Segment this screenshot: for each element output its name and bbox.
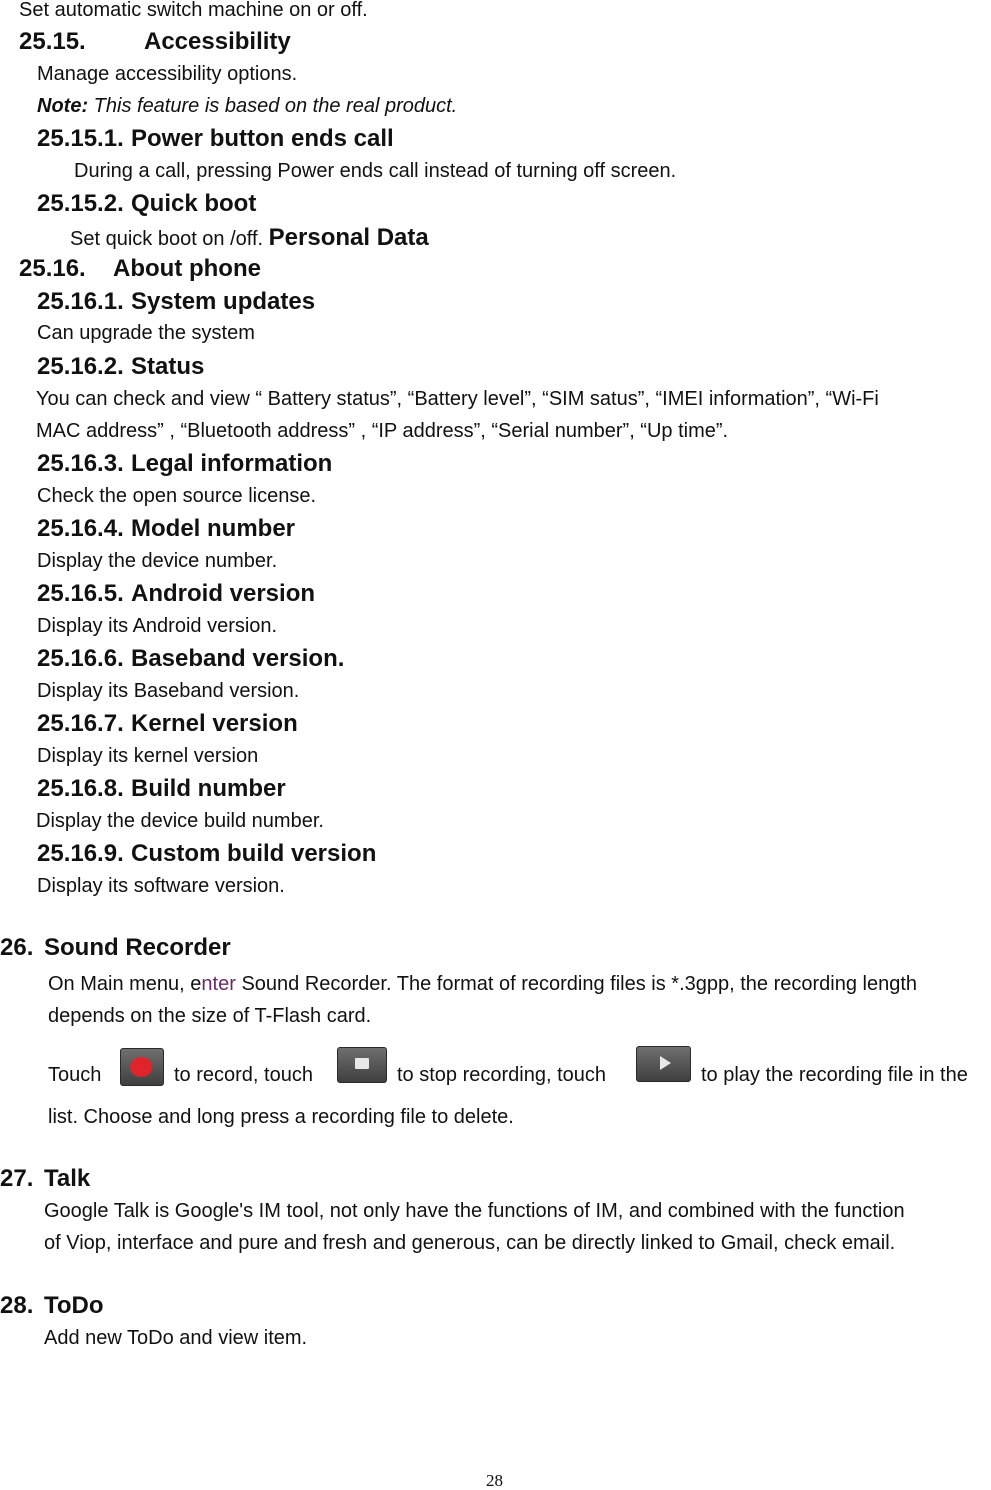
heading-title: Talk — [44, 1165, 91, 1192]
talk-line-2: of Viop, interface and pure and fresh and generous, can be directly linked to Gmail, check email. — [44, 1232, 896, 1254]
heading-27 — [0, 1167, 90, 1191]
touch-text-2: to record, touch — [174, 1064, 313, 1086]
recorder-text-c: Sound Recorder. The format of recording files is *.3gpp, the recording length — [235, 973, 918, 995]
heading-25-16-1 — [37, 290, 315, 314]
heading-title: Android version — [131, 580, 316, 607]
play-triangle — [660, 1056, 671, 1070]
recorder-text-b: nter — [201, 973, 236, 995]
heading-25-16-7 — [37, 712, 298, 736]
heading-25-15 — [19, 30, 291, 54]
model-line: Display the device number. — [37, 550, 278, 572]
heading-25-16-6 — [37, 647, 344, 671]
heading-title: ToDo — [44, 1292, 104, 1319]
heading-title: Kernel version — [131, 710, 298, 737]
stop-square — [355, 1058, 369, 1069]
record-icon — [120, 1048, 164, 1086]
heading-number: 27. — [0, 1165, 34, 1192]
heading-title: Power button ends call — [131, 125, 394, 152]
recorder-line-1 — [48, 974, 917, 994]
kernel-line: Display its kernel version — [37, 745, 259, 767]
status-line-2: MAC address” , “Bluetooth address” , “IP address”, “Serial number”, “Up time”. — [36, 420, 729, 442]
heading-number: 25.16.3. — [37, 450, 124, 477]
note-label: Note: — [37, 95, 89, 117]
heading-number: 26. — [0, 934, 34, 961]
todo-line: Add new ToDo and view item. — [44, 1327, 308, 1349]
play-icon — [636, 1046, 691, 1082]
heading-number: 25.15.2. — [37, 190, 124, 217]
touch-text-3: to stop recording, touch — [397, 1064, 607, 1086]
heading-title: Build number — [131, 775, 286, 802]
heading-25-16-8 — [37, 777, 286, 801]
note-text: This feature is based on the real product. — [88, 95, 458, 117]
heading-title: Quick boot — [131, 190, 257, 217]
heading-26 — [0, 936, 231, 960]
talk-line-1: Google Talk is Google's IM tool, not only have the functions of IM, and combined with the function — [44, 1200, 905, 1222]
heading-28 — [0, 1294, 104, 1318]
page-number: 28 — [486, 1471, 503, 1490]
heading-title: Model number — [131, 515, 296, 542]
legal-line: Check the open source license. — [37, 485, 317, 507]
heading-25-16-5 — [37, 582, 315, 606]
heading-number: 25.16.4. — [37, 515, 124, 542]
heading-25-16-4 — [37, 517, 295, 541]
heading-title: About phone — [113, 255, 261, 282]
manage-line: Manage accessibility options. — [37, 63, 298, 85]
heading-number: 25.15. — [19, 28, 86, 55]
upgrade-line: Can upgrade the system — [37, 322, 255, 344]
heading-number: 25.16.8. — [37, 775, 124, 802]
heading-25-15-2 — [37, 192, 256, 216]
build-line: Display the device build number. — [36, 810, 324, 832]
heading-title: Accessibility — [144, 28, 291, 55]
heading-number: 25.16.9. — [37, 840, 124, 867]
heading-title: Legal information — [131, 450, 333, 477]
record-dot — [130, 1057, 152, 1077]
touch-text-1: Touch — [48, 1064, 102, 1086]
heading-25-16-3 — [37, 452, 332, 476]
custom-line: Display its software version. — [37, 875, 285, 897]
note-line — [37, 96, 457, 116]
heading-number: 25.16.6. — [37, 645, 124, 672]
heading-number: 25.16.7. — [37, 710, 124, 737]
heading-title: Status — [131, 353, 205, 380]
heading-number: 25.16.1. — [37, 288, 124, 315]
heading-number: 25.16.5. — [37, 580, 124, 607]
heading-25-15-1 — [37, 127, 394, 151]
list-line: list. Choose and long press a recording file to delete. — [48, 1106, 514, 1128]
recorder-text-a: On Main menu, e — [48, 973, 202, 995]
stop-icon — [337, 1047, 387, 1083]
intro-line: Set automatic switch machine on or off. — [19, 0, 368, 21]
heading-title: System updates — [131, 288, 316, 315]
recorder-line-2: depends on the size of T-Flash card. — [48, 1005, 372, 1027]
status-line-1: You can check and view “ Battery status”, “Battery level”, “SIM satus”, “IMEI information”, “Wi-Fi — [36, 388, 879, 410]
heading-number: 28. — [0, 1292, 34, 1319]
heading-number: 25.15.1. — [37, 125, 124, 152]
baseband-line: Display its Baseband version. — [37, 680, 300, 702]
android-line: Display its Android version. — [37, 615, 278, 637]
heading-25-16-9 — [37, 842, 376, 866]
heading-25-16 — [19, 257, 261, 281]
personal-data-heading: Personal Data — [268, 224, 429, 251]
quick-text: Set quick boot on /off. — [70, 228, 269, 250]
heading-25-16-2 — [37, 355, 204, 379]
heading-title: Baseband version. — [131, 645, 345, 672]
heading-number: 25.16. — [19, 255, 86, 282]
heading-title: Custom build version — [131, 840, 377, 867]
heading-title: Sound Recorder — [44, 934, 231, 961]
quick-line — [70, 226, 429, 250]
touch-text-4: to play the recording file in the — [701, 1064, 968, 1086]
power-line: During a call, pressing Power ends call instead of turning off screen. — [74, 160, 677, 182]
heading-number: 25.16.2. — [37, 353, 124, 380]
